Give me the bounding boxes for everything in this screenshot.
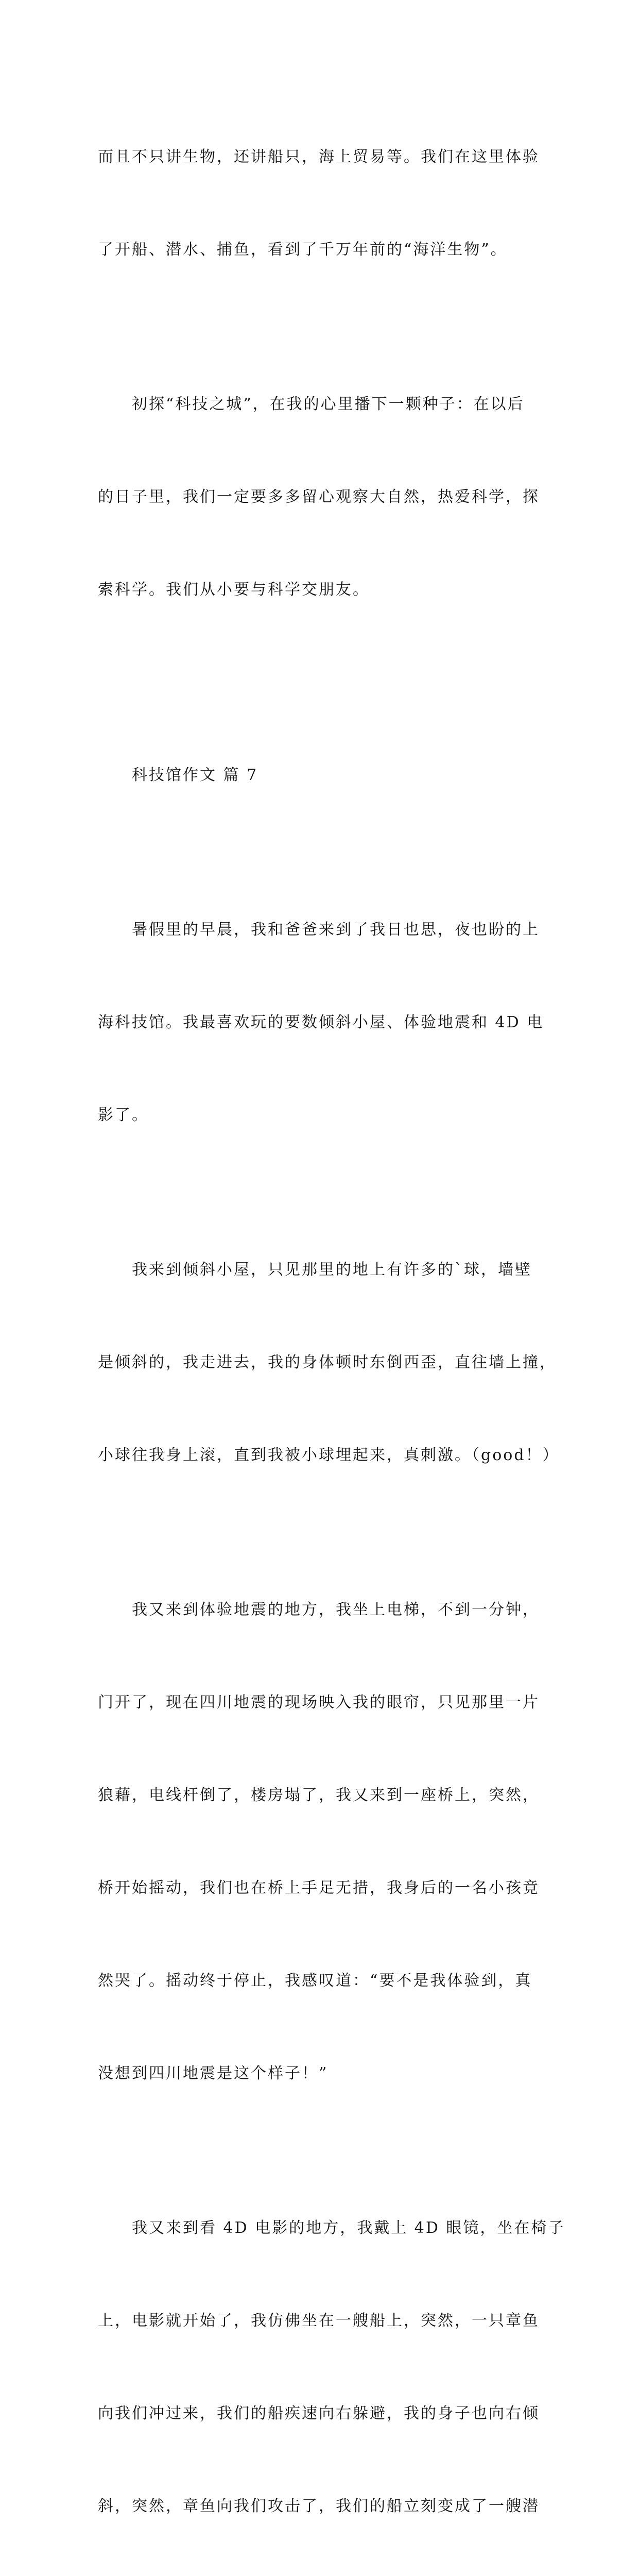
text-line: 是倾斜的，我走进去，我的身体顿时东倒西歪，直往墙上撞， (98, 1353, 557, 1371)
section-heading (98, 698, 541, 853)
text-line: 我又来到看 4D 电影的地方，我戴上 4D 眼镜，坐在椅子 (98, 2219, 565, 2237)
text-line: 门开了，现在四川地震的现场映入我的眼帘，只见那里一片 (98, 1693, 540, 1711)
text-line: 没想到四川地震是这个样子！” (98, 2064, 329, 2082)
text-line: 我又来到体验地震的地方，我坐上电梯，不到一分钟， (98, 1601, 540, 1619)
text-line: 上，电影就开始了，我仿佛坐在一艘船上，突然，一只章鱼 (98, 2312, 540, 2330)
text-line: 然哭了。摇动终于停止，我感叹道：“要不是我体验到，真 (98, 1972, 532, 1990)
text-line: 小球往我身上滚，直到我被小球埋起来，真刺激。（good！） (98, 1446, 560, 1464)
text-line: 狼藉，电线杆倒了，楼房塌了，我又来到一座桥上，突然， (98, 1786, 540, 1804)
text-line: 向我们冲过来，我们的船疾速向右躲避，我的身子也向右倾 (98, 2404, 540, 2422)
blank-line (98, 667, 541, 698)
text-line: 索科学。我们从小要与科学交朋友。 (98, 581, 370, 599)
text-line: 我来到倾斜小屋，只见那里的地上有许多的`球，墙壁 (98, 1261, 532, 1279)
text-line: 影了。 (98, 1106, 149, 1124)
text-line: 初探“科技之城”，在我的心里播下一颗种子：在以后 (98, 395, 525, 413)
paragraph-tilted-house (98, 1193, 560, 1533)
text-line: 的日子里，我们一定要多多留心观察大自然，热爱科学，探 (98, 488, 540, 506)
text-line: 了开船、潜水、捕鱼，看到了千万年前的“海洋生物”。 (98, 241, 508, 259)
paragraph-earthquake (98, 1533, 541, 2151)
text-line: 海科技馆。我最喜欢玩的要数倾斜小屋、体验地震和 4D 电 (98, 1013, 544, 1031)
paragraph-conclusion (98, 327, 541, 667)
document-body (98, 80, 565, 2576)
paragraph-continued (98, 80, 541, 327)
text-line: 暑假里的早晨，我和爸爸来到了我日也思，夜也盼的上 (98, 921, 540, 939)
text-line: 桥开始摇动，我们也在桥上手足无措，我身后的一名小孩竟 (98, 1879, 540, 1897)
text-line: 斜，突然，章鱼向我们攻击了，我们的船立刻变成了一艘潜 (98, 2497, 540, 2515)
paragraph-4d-movie (98, 2151, 565, 2576)
paragraph-intro (98, 853, 544, 1193)
text-line: 而且不只讲生物，还讲船只，海上贸易等。我们在这里体验 (98, 148, 540, 166)
section-title: 科技馆作文 篇 7 (98, 766, 258, 784)
